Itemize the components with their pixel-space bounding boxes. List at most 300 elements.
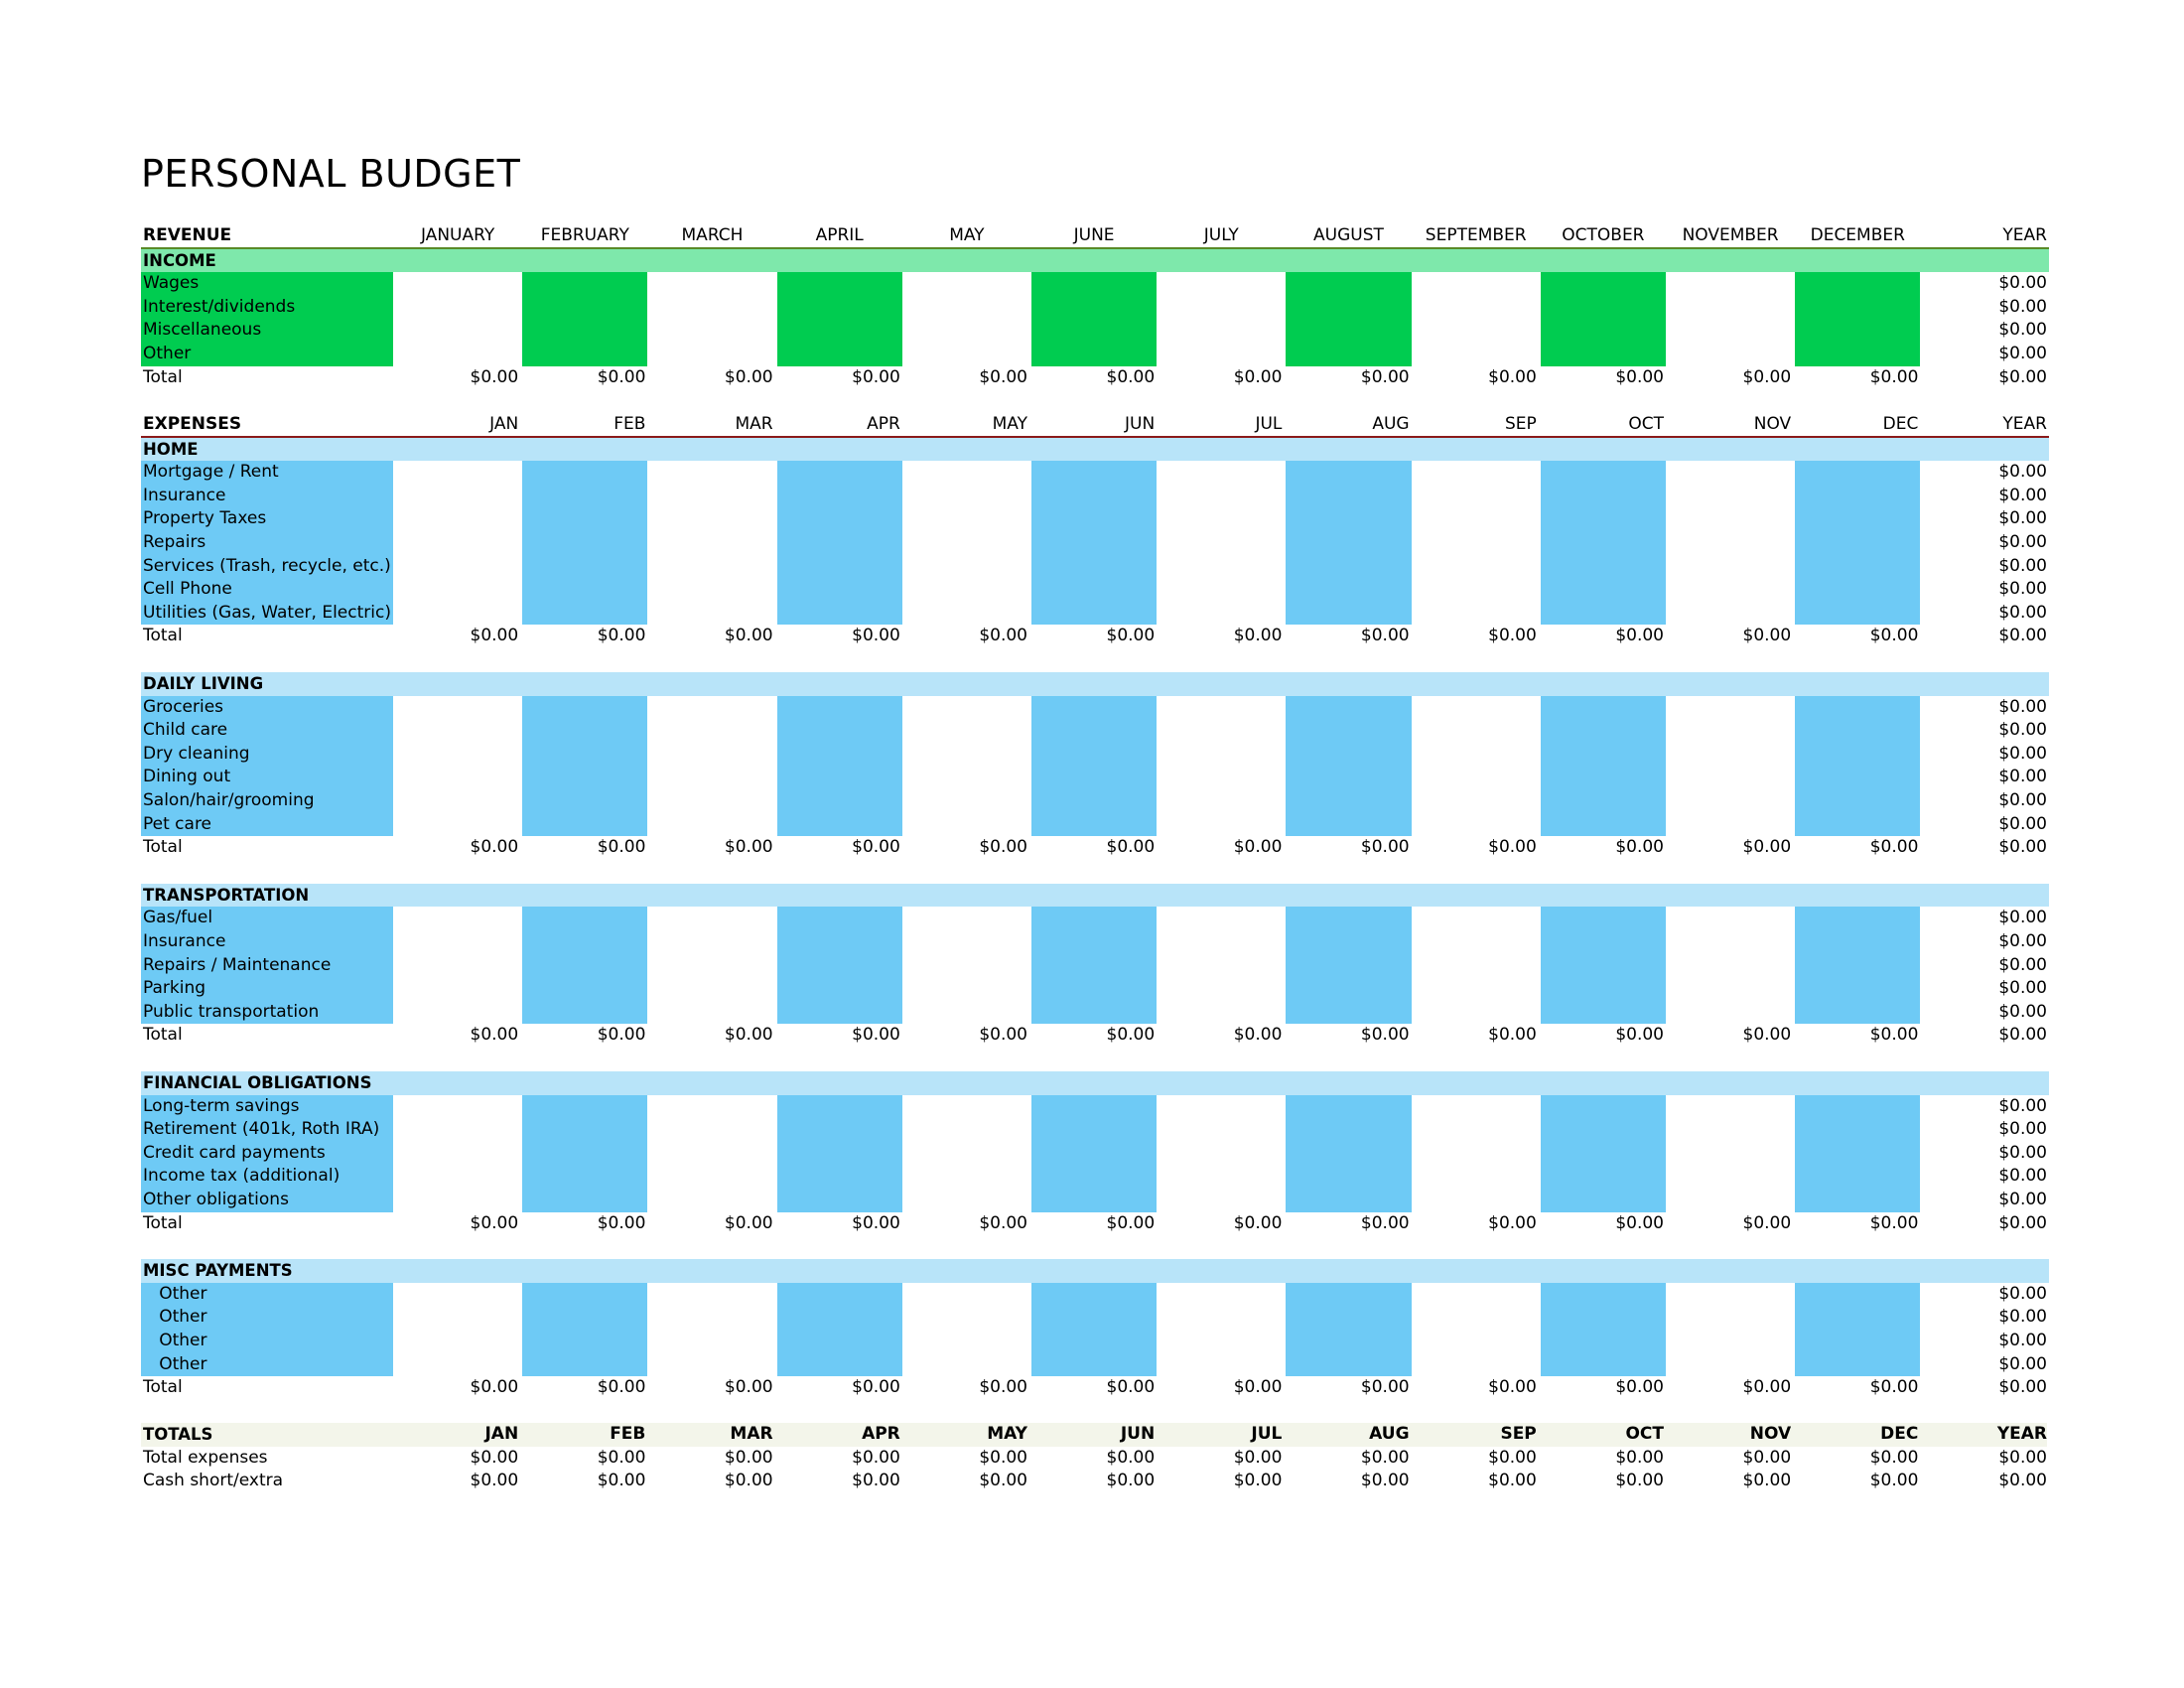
line-item-input[interactable]: [1541, 813, 1666, 837]
line-item-input[interactable]: [1031, 719, 1157, 743]
line-item-input[interactable]: [1286, 343, 1411, 366]
line-item-input[interactable]: [522, 1306, 647, 1330]
line-item-input[interactable]: [1414, 272, 1539, 296]
line-item-input[interactable]: [395, 461, 520, 485]
line-item-input[interactable]: [1159, 789, 1284, 813]
line-item-input[interactable]: [1668, 461, 1793, 485]
line-item-input[interactable]: [1414, 602, 1539, 626]
line-item-input[interactable]: [904, 1142, 1029, 1166]
line-item-input[interactable]: [395, 1330, 520, 1353]
line-item-input[interactable]: [395, 485, 520, 508]
line-item-input[interactable]: [522, 954, 647, 978]
line-item-input[interactable]: [1031, 555, 1157, 579]
line-item-input[interactable]: [1286, 1095, 1411, 1119]
line-item-input[interactable]: [1031, 485, 1157, 508]
line-item-input[interactable]: [1414, 1189, 1539, 1212]
line-item-input[interactable]: [522, 319, 647, 343]
line-item-input[interactable]: [1159, 930, 1284, 954]
line-item-input[interactable]: [904, 272, 1029, 296]
line-item-input[interactable]: [522, 602, 647, 626]
line-item-input[interactable]: [777, 1353, 902, 1377]
line-item-input[interactable]: [1414, 789, 1539, 813]
line-item-input[interactable]: [1159, 319, 1284, 343]
line-item-input[interactable]: [1286, 319, 1411, 343]
line-item-input[interactable]: [904, 930, 1029, 954]
line-item-input[interactable]: [777, 319, 902, 343]
line-item-input[interactable]: [649, 507, 774, 531]
line-item-input[interactable]: [1414, 696, 1539, 720]
line-item-input[interactable]: [1414, 1142, 1539, 1166]
line-item-input[interactable]: [1414, 719, 1539, 743]
line-item-input[interactable]: [1159, 296, 1284, 320]
line-item-input[interactable]: [649, 1142, 774, 1166]
line-item-input[interactable]: [1159, 1189, 1284, 1212]
line-item-input[interactable]: [1159, 1001, 1284, 1025]
line-item-input[interactable]: [1031, 930, 1157, 954]
line-item-input[interactable]: [1795, 555, 1920, 579]
line-item-input[interactable]: [1541, 977, 1666, 1001]
line-item-input[interactable]: [1286, 907, 1411, 930]
line-item-input[interactable]: [1414, 296, 1539, 320]
line-item-input[interactable]: [1795, 461, 1920, 485]
line-item-input[interactable]: [649, 719, 774, 743]
line-item-input[interactable]: [1159, 954, 1284, 978]
line-item-input[interactable]: [1541, 766, 1666, 789]
line-item-input[interactable]: [395, 1283, 520, 1307]
line-item-input[interactable]: [1031, 1306, 1157, 1330]
line-item-input[interactable]: [649, 1165, 774, 1189]
line-item-input[interactable]: [777, 907, 902, 930]
line-item-input[interactable]: [1795, 343, 1920, 366]
line-item-input[interactable]: [395, 555, 520, 579]
line-item-input[interactable]: [1159, 743, 1284, 767]
line-item-input[interactable]: [777, 461, 902, 485]
line-item-input[interactable]: [522, 1118, 647, 1142]
line-item-input[interactable]: [1668, 1118, 1793, 1142]
line-item-input[interactable]: [1031, 743, 1157, 767]
line-item-input[interactable]: [904, 954, 1029, 978]
line-item-input[interactable]: [1795, 1095, 1920, 1119]
line-item-input[interactable]: [777, 272, 902, 296]
line-item-input[interactable]: [395, 977, 520, 1001]
line-item-input[interactable]: [522, 930, 647, 954]
line-item-input[interactable]: [649, 296, 774, 320]
line-item-input[interactable]: [1286, 1142, 1411, 1166]
line-item-input[interactable]: [395, 789, 520, 813]
line-item-input[interactable]: [1795, 1118, 1920, 1142]
line-item-input[interactable]: [904, 1095, 1029, 1119]
line-item-input[interactable]: [1414, 1306, 1539, 1330]
line-item-input[interactable]: [1414, 343, 1539, 366]
line-item-input[interactable]: [649, 485, 774, 508]
line-item-input[interactable]: [522, 719, 647, 743]
line-item-input[interactable]: [1668, 1306, 1793, 1330]
line-item-input[interactable]: [649, 1189, 774, 1212]
line-item-input[interactable]: [1668, 696, 1793, 720]
line-item-input[interactable]: [522, 1001, 647, 1025]
line-item-input[interactable]: [904, 1189, 1029, 1212]
line-item-input[interactable]: [1286, 602, 1411, 626]
line-item-input[interactable]: [777, 1189, 902, 1212]
line-item-input[interactable]: [649, 1306, 774, 1330]
line-item-input[interactable]: [904, 743, 1029, 767]
line-item-input[interactable]: [904, 789, 1029, 813]
line-item-input[interactable]: [1159, 766, 1284, 789]
line-item-input[interactable]: [1286, 954, 1411, 978]
line-item-input[interactable]: [1795, 296, 1920, 320]
line-item-input[interactable]: [1795, 907, 1920, 930]
line-item-input[interactable]: [522, 485, 647, 508]
line-item-input[interactable]: [1414, 507, 1539, 531]
line-item-input[interactable]: [395, 602, 520, 626]
line-item-input[interactable]: [1668, 319, 1793, 343]
line-item-input[interactable]: [1286, 461, 1411, 485]
line-item-input[interactable]: [395, 930, 520, 954]
line-item-input[interactable]: [1031, 1189, 1157, 1212]
line-item-input[interactable]: [1668, 954, 1793, 978]
line-item-input[interactable]: [1159, 578, 1284, 602]
line-item-input[interactable]: [1795, 1353, 1920, 1377]
line-item-input[interactable]: [1541, 485, 1666, 508]
line-item-input[interactable]: [1668, 1001, 1793, 1025]
line-item-input[interactable]: [1031, 578, 1157, 602]
line-item-input[interactable]: [522, 743, 647, 767]
line-item-input[interactable]: [522, 461, 647, 485]
line-item-input[interactable]: [777, 1001, 902, 1025]
line-item-input[interactable]: [1414, 907, 1539, 930]
line-item-input[interactable]: [1414, 1165, 1539, 1189]
line-item-input[interactable]: [1541, 1118, 1666, 1142]
line-item-input[interactable]: [395, 1118, 520, 1142]
line-item-input[interactable]: [1795, 485, 1920, 508]
line-item-input[interactable]: [1031, 1353, 1157, 1377]
line-item-input[interactable]: [1414, 813, 1539, 837]
line-item-input[interactable]: [904, 977, 1029, 1001]
line-item-input[interactable]: [1668, 343, 1793, 366]
line-item-input[interactable]: [395, 1353, 520, 1377]
line-item-input[interactable]: [395, 507, 520, 531]
line-item-input[interactable]: [1031, 507, 1157, 531]
line-item-input[interactable]: [1541, 930, 1666, 954]
line-item-input[interactable]: [904, 1306, 1029, 1330]
line-item-input[interactable]: [777, 789, 902, 813]
line-item-input[interactable]: [1668, 907, 1793, 930]
line-item-input[interactable]: [649, 1353, 774, 1377]
line-item-input[interactable]: [1541, 1165, 1666, 1189]
line-item-input[interactable]: [904, 578, 1029, 602]
line-item-input[interactable]: [904, 813, 1029, 837]
line-item-input[interactable]: [1286, 272, 1411, 296]
line-item-input[interactable]: [1159, 1142, 1284, 1166]
line-item-input[interactable]: [395, 1306, 520, 1330]
line-item-input[interactable]: [395, 296, 520, 320]
line-item-input[interactable]: [1159, 485, 1284, 508]
line-item-input[interactable]: [649, 1283, 774, 1307]
line-item-input[interactable]: [522, 507, 647, 531]
line-item-input[interactable]: [649, 930, 774, 954]
line-item-input[interactable]: [649, 602, 774, 626]
line-item-input[interactable]: [1541, 602, 1666, 626]
line-item-input[interactable]: [522, 531, 647, 555]
line-item-input[interactable]: [649, 954, 774, 978]
line-item-input[interactable]: [1795, 1142, 1920, 1166]
line-item-input[interactable]: [1031, 343, 1157, 366]
line-item-input[interactable]: [1414, 531, 1539, 555]
line-item-input[interactable]: [1286, 766, 1411, 789]
line-item-input[interactable]: [1031, 1165, 1157, 1189]
line-item-input[interactable]: [522, 813, 647, 837]
line-item-input[interactable]: [649, 1118, 774, 1142]
line-item-input[interactable]: [1286, 1330, 1411, 1353]
line-item-input[interactable]: [1541, 555, 1666, 579]
line-item-input[interactable]: [1795, 531, 1920, 555]
line-item-input[interactable]: [649, 1001, 774, 1025]
line-item-input[interactable]: [1159, 907, 1284, 930]
line-item-input[interactable]: [1159, 1283, 1284, 1307]
line-item-input[interactable]: [777, 555, 902, 579]
line-item-input[interactable]: [777, 531, 902, 555]
line-item-input[interactable]: [1031, 954, 1157, 978]
line-item-input[interactable]: [395, 743, 520, 767]
line-item-input[interactable]: [1795, 1306, 1920, 1330]
line-item-input[interactable]: [1541, 743, 1666, 767]
line-item-input[interactable]: [1286, 789, 1411, 813]
line-item-input[interactable]: [904, 531, 1029, 555]
line-item-input[interactable]: [777, 766, 902, 789]
line-item-input[interactable]: [1541, 1142, 1666, 1166]
line-item-input[interactable]: [522, 907, 647, 930]
line-item-input[interactable]: [649, 1330, 774, 1353]
line-item-input[interactable]: [1031, 272, 1157, 296]
line-item-input[interactable]: [522, 1095, 647, 1119]
line-item-input[interactable]: [522, 296, 647, 320]
line-item-input[interactable]: [649, 343, 774, 366]
line-item-input[interactable]: [649, 578, 774, 602]
line-item-input[interactable]: [1159, 272, 1284, 296]
line-item-input[interactable]: [777, 743, 902, 767]
line-item-input[interactable]: [1795, 319, 1920, 343]
line-item-input[interactable]: [1159, 719, 1284, 743]
line-item-input[interactable]: [1286, 485, 1411, 508]
line-item-input[interactable]: [522, 555, 647, 579]
line-item-input[interactable]: [904, 1353, 1029, 1377]
line-item-input[interactable]: [1414, 766, 1539, 789]
line-item-input[interactable]: [1541, 1353, 1666, 1377]
line-item-input[interactable]: [395, 907, 520, 930]
line-item-input[interactable]: [1541, 343, 1666, 366]
line-item-input[interactable]: [1286, 578, 1411, 602]
line-item-input[interactable]: [1668, 1095, 1793, 1119]
line-item-input[interactable]: [1414, 1283, 1539, 1307]
line-item-input[interactable]: [649, 743, 774, 767]
line-item-input[interactable]: [1541, 1001, 1666, 1025]
line-item-input[interactable]: [1414, 954, 1539, 978]
line-item-input[interactable]: [1668, 977, 1793, 1001]
line-item-input[interactable]: [904, 1001, 1029, 1025]
line-item-input[interactable]: [1541, 531, 1666, 555]
line-item-input[interactable]: [1795, 719, 1920, 743]
line-item-input[interactable]: [777, 977, 902, 1001]
line-item-input[interactable]: [777, 719, 902, 743]
line-item-input[interactable]: [395, 1189, 520, 1212]
line-item-input[interactable]: [649, 531, 774, 555]
line-item-input[interactable]: [649, 766, 774, 789]
line-item-input[interactable]: [1286, 296, 1411, 320]
line-item-input[interactable]: [1159, 602, 1284, 626]
line-item-input[interactable]: [1668, 602, 1793, 626]
line-item-input[interactable]: [1541, 1283, 1666, 1307]
line-item-input[interactable]: [1795, 696, 1920, 720]
line-item-input[interactable]: [395, 1095, 520, 1119]
line-item-input[interactable]: [1668, 555, 1793, 579]
line-item-input[interactable]: [649, 1095, 774, 1119]
line-item-input[interactable]: [522, 977, 647, 1001]
line-item-input[interactable]: [1031, 602, 1157, 626]
line-item-input[interactable]: [904, 1283, 1029, 1307]
line-item-input[interactable]: [522, 789, 647, 813]
line-item-input[interactable]: [1795, 930, 1920, 954]
line-item-input[interactable]: [1795, 578, 1920, 602]
line-item-input[interactable]: [649, 789, 774, 813]
line-item-input[interactable]: [522, 1353, 647, 1377]
line-item-input[interactable]: [1414, 977, 1539, 1001]
line-item-input[interactable]: [777, 954, 902, 978]
line-item-input[interactable]: [777, 578, 902, 602]
line-item-input[interactable]: [522, 1165, 647, 1189]
line-item-input[interactable]: [1031, 1330, 1157, 1353]
line-item-input[interactable]: [395, 1001, 520, 1025]
line-item-input[interactable]: [1414, 1001, 1539, 1025]
line-item-input[interactable]: [1031, 531, 1157, 555]
line-item-input[interactable]: [1286, 813, 1411, 837]
line-item-input[interactable]: [1541, 296, 1666, 320]
line-item-input[interactable]: [1795, 602, 1920, 626]
line-item-input[interactable]: [1414, 743, 1539, 767]
line-item-input[interactable]: [777, 1306, 902, 1330]
line-item-input[interactable]: [1286, 507, 1411, 531]
line-item-input[interactable]: [1541, 272, 1666, 296]
line-item-input[interactable]: [1286, 719, 1411, 743]
line-item-input[interactable]: [904, 602, 1029, 626]
line-item-input[interactable]: [522, 343, 647, 366]
line-item-input[interactable]: [1795, 1330, 1920, 1353]
line-item-input[interactable]: [904, 555, 1029, 579]
line-item-input[interactable]: [1668, 719, 1793, 743]
line-item-input[interactable]: [1668, 930, 1793, 954]
line-item-input[interactable]: [1541, 954, 1666, 978]
line-item-input[interactable]: [1286, 743, 1411, 767]
line-item-input[interactable]: [777, 1165, 902, 1189]
line-item-input[interactable]: [1795, 789, 1920, 813]
line-item-input[interactable]: [1159, 1330, 1284, 1353]
line-item-input[interactable]: [1286, 1001, 1411, 1025]
line-item-input[interactable]: [1541, 1306, 1666, 1330]
line-item-input[interactable]: [1414, 1118, 1539, 1142]
line-item-input[interactable]: [1541, 789, 1666, 813]
line-item-input[interactable]: [1031, 766, 1157, 789]
line-item-input[interactable]: [522, 272, 647, 296]
line-item-input[interactable]: [1795, 766, 1920, 789]
line-item-input[interactable]: [1031, 1095, 1157, 1119]
line-item-input[interactable]: [777, 1330, 902, 1353]
line-item-input[interactable]: [904, 343, 1029, 366]
line-item-input[interactable]: [649, 813, 774, 837]
line-item-input[interactable]: [1795, 977, 1920, 1001]
line-item-input[interactable]: [1159, 1095, 1284, 1119]
line-item-input[interactable]: [1159, 1165, 1284, 1189]
line-item-input[interactable]: [904, 507, 1029, 531]
line-item-input[interactable]: [395, 696, 520, 720]
line-item-input[interactable]: [777, 1095, 902, 1119]
line-item-input[interactable]: [1159, 531, 1284, 555]
line-item-input[interactable]: [1031, 296, 1157, 320]
line-item-input[interactable]: [1159, 507, 1284, 531]
line-item-input[interactable]: [904, 319, 1029, 343]
line-item-input[interactable]: [1668, 272, 1793, 296]
line-item-input[interactable]: [1541, 507, 1666, 531]
line-item-input[interactable]: [395, 954, 520, 978]
line-item-input[interactable]: [904, 766, 1029, 789]
line-item-input[interactable]: [1795, 1165, 1920, 1189]
line-item-input[interactable]: [1414, 461, 1539, 485]
line-item-input[interactable]: [904, 296, 1029, 320]
line-item-input[interactable]: [777, 1118, 902, 1142]
line-item-input[interactable]: [777, 696, 902, 720]
line-item-input[interactable]: [1668, 789, 1793, 813]
line-item-input[interactable]: [1031, 319, 1157, 343]
line-item-input[interactable]: [649, 272, 774, 296]
line-item-input[interactable]: [904, 907, 1029, 930]
line-item-input[interactable]: [1541, 1330, 1666, 1353]
line-item-input[interactable]: [1031, 977, 1157, 1001]
line-item-input[interactable]: [1286, 1165, 1411, 1189]
line-item-input[interactable]: [1541, 907, 1666, 930]
line-item-input[interactable]: [777, 813, 902, 837]
line-item-input[interactable]: [904, 1118, 1029, 1142]
line-item-input[interactable]: [777, 602, 902, 626]
line-item-input[interactable]: [1541, 719, 1666, 743]
line-item-input[interactable]: [1159, 555, 1284, 579]
line-item-input[interactable]: [395, 1165, 520, 1189]
line-item-input[interactable]: [1286, 1353, 1411, 1377]
line-item-input[interactable]: [904, 1165, 1029, 1189]
line-item-input[interactable]: [1668, 1165, 1793, 1189]
line-item-input[interactable]: [649, 555, 774, 579]
line-item-input[interactable]: [1031, 1001, 1157, 1025]
line-item-input[interactable]: [395, 578, 520, 602]
line-item-input[interactable]: [1031, 696, 1157, 720]
line-item-input[interactable]: [777, 507, 902, 531]
line-item-input[interactable]: [1414, 578, 1539, 602]
line-item-input[interactable]: [1541, 696, 1666, 720]
line-item-input[interactable]: [1668, 1189, 1793, 1212]
line-item-input[interactable]: [1286, 977, 1411, 1001]
line-item-input[interactable]: [1286, 930, 1411, 954]
line-item-input[interactable]: [1668, 813, 1793, 837]
line-item-input[interactable]: [777, 485, 902, 508]
line-item-input[interactable]: [1668, 1330, 1793, 1353]
line-item-input[interactable]: [1668, 1353, 1793, 1377]
line-item-input[interactable]: [777, 1142, 902, 1166]
line-item-input[interactable]: [649, 319, 774, 343]
line-item-input[interactable]: [395, 1142, 520, 1166]
line-item-input[interactable]: [649, 907, 774, 930]
line-item-input[interactable]: [1795, 813, 1920, 837]
line-item-input[interactable]: [649, 977, 774, 1001]
line-item-input[interactable]: [1795, 1189, 1920, 1212]
line-item-input[interactable]: [904, 485, 1029, 508]
line-item-input[interactable]: [1286, 696, 1411, 720]
